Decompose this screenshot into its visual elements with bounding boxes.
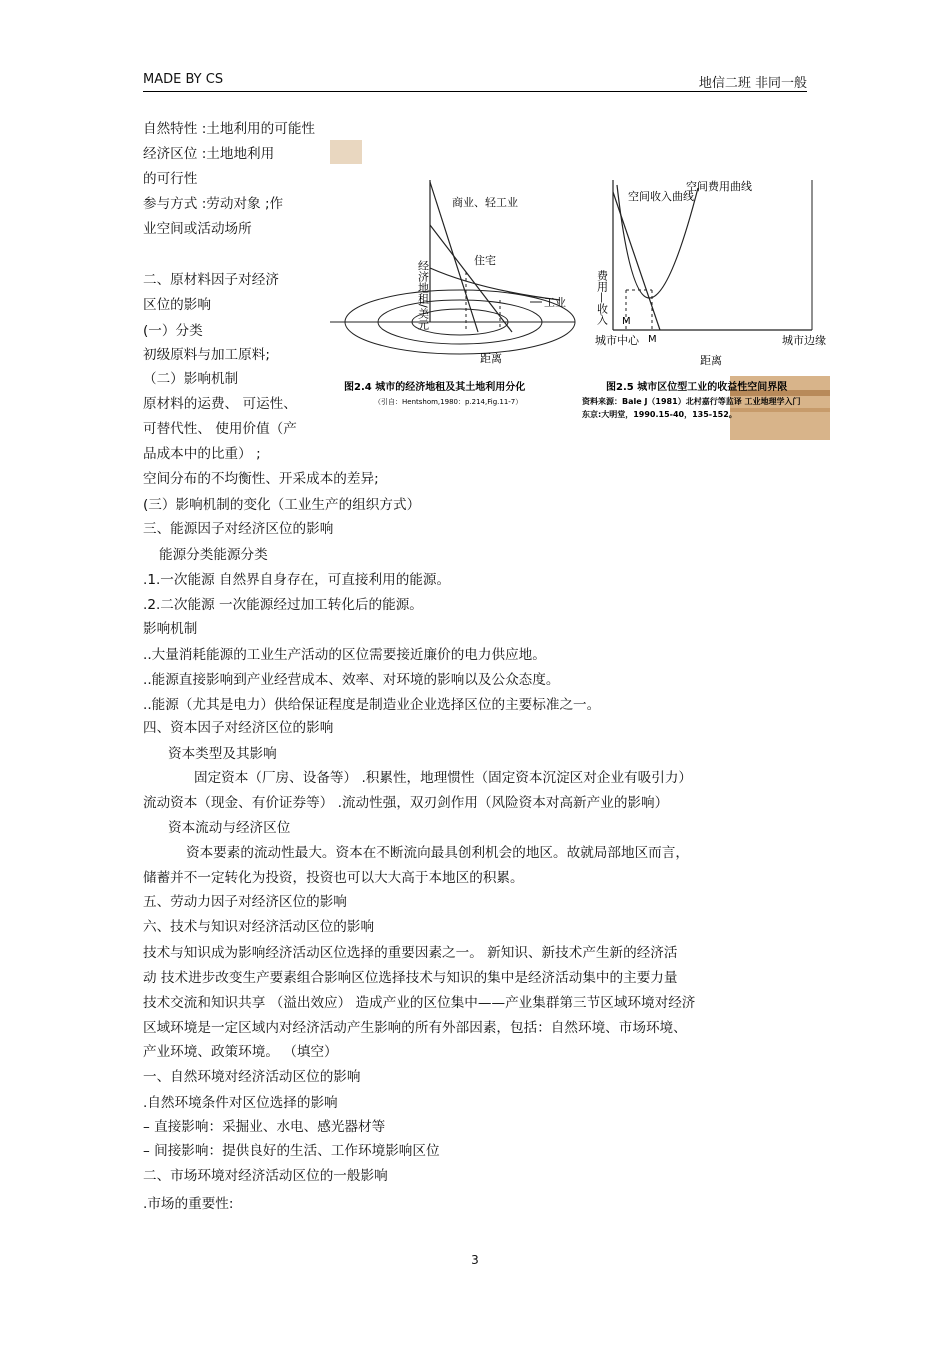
text-line: 六、技术与知识对经济活动区位的影响 [143, 919, 375, 935]
text-line: 储蓄并不一定转化为投资，投资也可以大大高于本地区的积累。 [143, 870, 524, 886]
text-line: (一）分类 [143, 323, 203, 339]
text-line: .自然环境条件对区位选择的影响 [143, 1095, 338, 1111]
text-line: – 间接影响：提供良好的生活、工作环境影响区位 [143, 1143, 440, 1159]
text-line: 区域环境是一定区域内对经济活动产生影响的所有外部因素，包括：自然环境、市场环境、 [143, 1020, 687, 1036]
text-line: 区位的影响 [143, 297, 211, 313]
fig2-xlabel: 距离 [700, 354, 722, 367]
text-line: 可替代性、 使用价值（产 [143, 421, 297, 437]
fig2-source-2: 东京:大明堂，1990.15-40，135-152。 [582, 410, 737, 419]
text-line: 参与方式 :劳动对象 ;作 [143, 196, 284, 212]
text-line: 自然特性 :土地利用的可能性 [143, 121, 316, 137]
fig1-caption: 图2.4 城市的经济地租及其土地利用分化 [344, 382, 526, 393]
text-line: ..能源直接影响到产业经营成本、效率、对环境的影响以及公众态度。 [143, 672, 560, 688]
text-line: 的可行性 [143, 171, 198, 187]
text-line: 空间分布的不均衡性、开采成本的差异; [143, 471, 379, 487]
text-line: 初级原料与加工原料; [143, 347, 270, 363]
text-line: 动 技术进步改变生产要素组合影响区位选择技术与知识的集中是经济活动集中的主要力量 [143, 970, 678, 986]
fig2-caption: 图2.5 城市区位型工业的收益性空间界限 [606, 382, 788, 393]
fig2-source-1: 资料来源：Bale J（1981）北村嘉行等监译 工业地理学入门 [582, 397, 801, 406]
text-line: .市场的重要性: [143, 1196, 234, 1212]
text-line: – 直接影响：采掘业、水电、感光器材等 [143, 1119, 386, 1135]
fig2-label-cost: 空间费用曲线 [686, 180, 752, 193]
fig1-label-residence: 住宅 [474, 254, 496, 267]
fig1-xlabel: 距离 [480, 352, 502, 365]
decor-tab [330, 140, 362, 164]
text-line: 固定资本（厂房、设备等） .积累性，地理惯性（固定资本沉淀区对企业有吸引力） [194, 770, 693, 786]
text-line: 影响机制 [143, 621, 198, 637]
text-line: 三、能源因子对经济区位的影响 [143, 521, 334, 537]
text-line: （二）影响机制 [143, 371, 239, 387]
text-line: .1.一次能源 自然界自身存在，可直接利用的能源。 [143, 572, 451, 588]
text-line: 技术与知识成为影响经济活动区位选择的重要因素之一。 新知识、新技术产生新的经济活 [143, 945, 678, 961]
text-line: 二、市场环境对经济活动区位的一般影响 [143, 1168, 388, 1184]
text-line: 能源分类能源分类 [159, 547, 268, 563]
text-line: 经济区位 :土地地利用 [143, 146, 275, 162]
fig2-x-center: 城市中心 [595, 334, 639, 347]
figure-rent-curve [330, 180, 575, 406]
page-number: 3 [471, 1253, 479, 1267]
header-right: 地信二班 非同一般 [698, 76, 807, 91]
text-line: 技术交流和知识共享 （溢出效应） 造成产业的区位集中——产业集群第三节区域环境对经济 [143, 995, 696, 1011]
text-line: 一、自然环境对经济活动区位的影响 [143, 1069, 361, 1085]
text-line: 产业环境、政策环境。 （填空） [143, 1044, 338, 1060]
text-line: 五、劳动力因子对经济区位的影响 [143, 894, 347, 910]
figures-svg [330, 140, 830, 440]
header-rule [143, 91, 807, 92]
text-line: 原材料的运费、 可运性、 [143, 396, 297, 412]
text-line: .2.二次能源 一次能源经过加工转化后的能源。 [143, 597, 423, 613]
fig2-x-edge: 城市边缘 [782, 334, 826, 347]
text-line: ..能源（尤其是电力）供给保证程度是制造业企业选择区位的主要标准之一。 [143, 697, 601, 713]
text-line: 业空间或活动场所 [143, 221, 252, 237]
text-line: 资本流动与经济区位 [168, 820, 291, 836]
text-line: 二、原材料因子对经济 [143, 272, 279, 288]
fig2-ylabel: 费用—收入 [595, 270, 609, 325]
fig2-label-revenue: 空间收入曲线 [628, 190, 694, 203]
fig1-ylabel: 经济地租/美元 [416, 260, 430, 330]
figures [330, 140, 830, 440]
text-line: 品成本中的比重） ; [143, 446, 261, 462]
fig2-m-left: M [622, 316, 631, 327]
fig1-label-industry: 工业 [544, 296, 566, 309]
fig1-label-commerce: 商业、轻工业 [452, 196, 518, 209]
text-line: ..大量消耗能源的工业生产活动的区位需要接近廉价的电力供应地。 [143, 647, 546, 663]
text-line: 流动资本（现金、有价证券等） .流动性强，双刃剑作用（风险资本对高新产业的影响） [143, 795, 669, 811]
fig2-m-right: M [648, 334, 657, 345]
fig1-source: （引自：Hentshom,1980：p.214,Fig.11-7） [374, 398, 523, 406]
text-line: 资本要素的流动性最大。资本在不断流向最具创利机会的地区。故就局部地区而言， [186, 845, 689, 861]
text-line: 四、资本因子对经济区位的影响 [143, 720, 334, 736]
text-line: (三）影响机制的变化（工业生产的组织方式） [143, 497, 421, 513]
header-left: MADE BY CS [143, 72, 224, 87]
text-line: 资本类型及其影响 [168, 746, 277, 762]
